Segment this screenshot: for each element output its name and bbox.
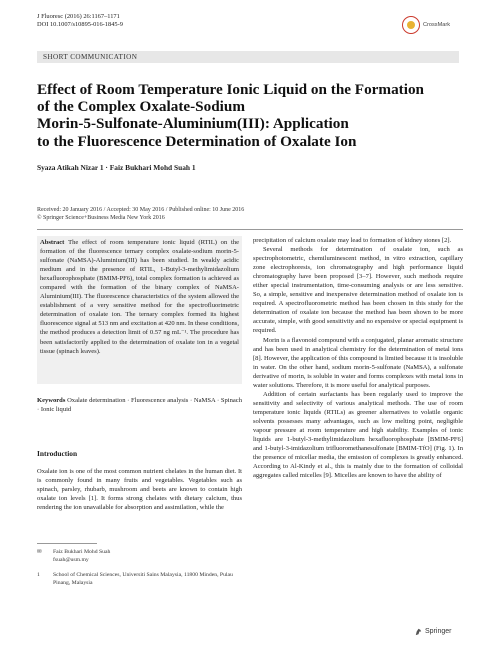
title-line: of the Complex Oxalate-Sodium bbox=[37, 98, 245, 116]
received-accepted-published: Received: 20 January 2016 / Accepted: 30 May 2016 / Published online: 10 June 2016 bbox=[37, 207, 245, 213]
corresponding-author bbox=[37, 549, 242, 564]
section-label: SHORT COMMUNICATION bbox=[43, 53, 138, 61]
keywords-label: Keywords bbox=[37, 397, 66, 404]
affiliation bbox=[37, 572, 242, 587]
keywords bbox=[37, 396, 242, 414]
crossmark-label: CrossMark bbox=[423, 22, 451, 28]
publication-dates bbox=[37, 207, 244, 223]
keywords-text: Oxalate determination · Fluorescence analysis · NaMSA · Spinach · Ionic liquid bbox=[37, 397, 242, 414]
body-paragraph: Morin is a flavonoid compound with a conjugated, planar aromatic structure and has been used in analytical chemistry for the determination of metal ions [8]. However, the application of this compound is limited because it is insoluble in water. On the other hand, sodium morin-5-sulfonate (NaMSA), a sulfonate derivative of morin, is soluble in water and forms complexes with metal ions in water solutions. Therefore, it is more useful for analytical purposes. bbox=[253, 336, 463, 389]
body-paragraph: Addition of certain surfactants has been regularly used to improve the sensitivity and selectivity of various analytical methods. The use of room temperature ionic liquids (RTILs) as greener alternatives to volatile organic solvents possesses many advantages, such as low melting point, negligible vapour pressure at room temperature and high stability. Examples of ionic liquids are 1-butyl-3-methylimidazolium hexafluorophosphate [BMIM-PF6] and 1-butyl-3-imidazolium trifluoromethanesulfonate [BMIM-TfO] (Fig. 1). In the presence of micellar media, the emission of complexes is greatly enhanced. According to Al-Kindy et al., this is mainly due to the formation of colloidal aggregates called micelles [9]. Micelles are known to have the ability of bbox=[253, 390, 463, 480]
journal-header bbox=[37, 13, 123, 30]
corresponding-email[interactable]: fsuah@usm.my bbox=[53, 556, 89, 563]
footnote-divider bbox=[37, 543, 97, 544]
affiliation-number: 1 bbox=[37, 572, 40, 579]
body-right-column bbox=[253, 236, 463, 480]
body-paragraph: precipitation of calcium oxalate may lead to formation of kidney stones [2]. bbox=[253, 237, 452, 244]
footnotes bbox=[37, 549, 242, 587]
publisher-name: Springer bbox=[425, 628, 452, 635]
abstract-text: The effect of room temperature ionic liquid (RTIL) on the formation of the fluorescence ternary complex oxalate-sodium morin-5-sulfonate (NaMSA)-Aluminium(III) has been studied. In weakly acidic medium and in the presence of RTIL, 1-Butyl-3-methylimidazolium hexafluorophosphate (BMIM-PF6), total complex formation is achieved as compared with the formation of the binary complex of NaMSA-Aluminium(III). The fluorescence characteristics of the system allowed the establishment of a very sensitive method for the spectrofluorimetric determination of oxalate ion. The ternary complex formed its highest fluorescence signal at 513 nm and excitation at 420 nm. In these conditions, the method produces a detection limit of 0.57 ng mL⁻¹. The procedure has been satisfactorily applied to the determination of oxalate ion in a vegetal tissue (spinach leaves). bbox=[40, 239, 239, 355]
copyright: © Springer Science+Business Media New York 2016 bbox=[37, 214, 165, 221]
header-divider bbox=[37, 229, 463, 230]
title-line: Effect of Room Temperature Ionic Liquid on the Formation bbox=[37, 81, 424, 98]
doi[interactable]: DOI 10.1007/s10895-016-1845-9 bbox=[37, 21, 123, 29]
abstract-label: Abstract bbox=[40, 239, 65, 246]
corresponding-name: Faiz Bukhari Mohd Suah bbox=[53, 549, 111, 555]
abstract-box bbox=[37, 236, 242, 384]
journal-citation: J Fluoresc (2016) 26:1167–1171 bbox=[37, 13, 120, 20]
introduction-text bbox=[37, 467, 242, 512]
springer-horse-icon bbox=[414, 627, 423, 636]
introduction-heading: Introduction bbox=[37, 449, 78, 458]
affiliation-text: School of Chemical Sciences, Universiti Sains Malaysia, 11800 Minden, Pulau Pinang, Malaysia bbox=[53, 572, 233, 586]
title-line: to the Fluorescence Determination of Oxalate Ion bbox=[37, 132, 357, 150]
paper-title bbox=[37, 81, 467, 150]
title-line: Morin-5-Sulfonate-Aluminium(III): Application bbox=[37, 115, 349, 133]
introduction-paragraph: Oxalate ion is one of the most common nutrient chelates in the human diet. It is commonly found in many fruits and vegetables. Vegetables such as spinach, parsley, rhubarb, mushroom and beets are known to contain high oxalate ion levels [1]. It forms strong chelates with dietary calcium, thus rendering the ion unavailable for absorption and assimilation, while the bbox=[37, 468, 242, 512]
author-list: Syaza Atikah Nizar 1 · Faiz Bukhari Mohd Suah 1 bbox=[37, 163, 196, 172]
envelope-icon: ✉ bbox=[37, 549, 42, 555]
crossmark-badge[interactable] bbox=[402, 14, 464, 36]
section-label-band bbox=[37, 51, 459, 63]
springer-logo bbox=[414, 627, 451, 636]
body-paragraph: Several methods for determination of oxalate ion, such as spectrophotometric, chemiluminescent method, in vitro extraction, capillary zone electrophoresis, ion chromatography and high performance liquid chromatography have been proposed [3–7]. However, such methods require either special instrumentation, time-consuming analysis or are less sensitive. So, a simple, sensitive and inexpensive determination method of oxalate ion is required. A spectrofluorometric method has been chosen in this study for the determination of oxalate ion because the method has been shown to be more accurate, simple, with good sensitivity and no expensive or special equipment is required. bbox=[253, 246, 463, 335]
crossmark-icon bbox=[402, 16, 420, 34]
